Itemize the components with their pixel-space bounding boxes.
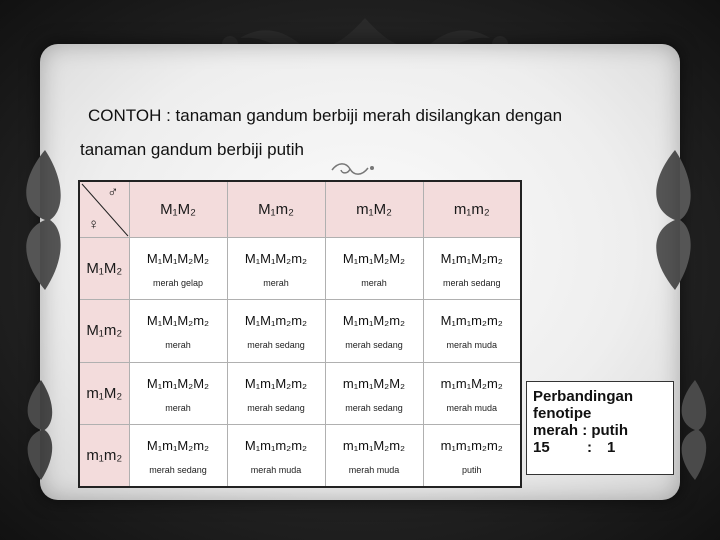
genotype: M₁m₁M₂m₂ bbox=[342, 313, 406, 329]
genotype: M₁m₁M₂m₂ bbox=[146, 438, 210, 454]
phenotype: merah sedang bbox=[442, 278, 501, 289]
phenotype: putih bbox=[461, 465, 482, 476]
row-header: M₁m₂ bbox=[79, 300, 129, 362]
ratio-subtitle: fenotipe bbox=[533, 405, 592, 422]
ratio-labels: merah : putih bbox=[533, 422, 629, 439]
genotype: m₁m₁m₂m₂ bbox=[440, 438, 503, 454]
phenotype: merah sedang bbox=[247, 340, 305, 351]
punnett-cell bbox=[325, 300, 423, 362]
left-lower-ornament bbox=[6, 380, 76, 480]
phenotype: merah sedang bbox=[149, 465, 207, 476]
row-header: m₁M₂ bbox=[79, 362, 129, 424]
phenotype: merah muda bbox=[250, 465, 302, 476]
genotype: M₁m₁M₂m₂ bbox=[244, 375, 308, 391]
ratio-box bbox=[526, 381, 674, 475]
punnett-cell bbox=[129, 362, 227, 424]
genotype: M₁M₁m₂m₂ bbox=[244, 313, 308, 329]
phenotype: merah muda bbox=[446, 402, 498, 413]
phenotype: merah sedang bbox=[345, 402, 403, 413]
genotype: M₁m₁M₂m₂ bbox=[440, 251, 503, 267]
column-header: m₁m₂ bbox=[423, 181, 521, 237]
genotype: M₁M₁M₂m₂ bbox=[244, 251, 308, 267]
genotype: M₁m₁m₂m₂ bbox=[244, 438, 308, 454]
slide-heading-line1: CONTOH : tanaman gandum berbiji merah disilangkan dengan bbox=[88, 106, 563, 125]
genotype: M₁m₁m₂m₂ bbox=[440, 313, 503, 329]
phenotype: merah bbox=[263, 278, 289, 289]
punnett-cell bbox=[227, 237, 325, 299]
row-header: m₁m₂ bbox=[79, 425, 129, 487]
ratio-right-value: 1 bbox=[607, 439, 616, 456]
punnett-cell bbox=[227, 300, 325, 362]
divider-ornament bbox=[328, 158, 378, 180]
genotype: M₁m₁M₂M₂ bbox=[342, 251, 406, 267]
phenotype: merah bbox=[165, 340, 191, 351]
phenotype: merah bbox=[361, 278, 387, 289]
phenotype: merah sedang bbox=[345, 340, 403, 351]
genotype: m₁m₁M₂m₂ bbox=[440, 375, 503, 391]
punnett-cell bbox=[129, 425, 227, 487]
punnett-row bbox=[79, 425, 521, 487]
ratio-title: Perbandingan bbox=[533, 388, 634, 405]
phenotype: merah bbox=[165, 402, 191, 413]
punnett-corner bbox=[79, 181, 129, 237]
ratio-left-value: 15 bbox=[533, 439, 550, 456]
genotype: M₁M₁M₂M₂ bbox=[146, 251, 210, 267]
column-header: M₁M₂ bbox=[129, 181, 227, 237]
punnett-cell bbox=[227, 362, 325, 424]
slide-heading-line2: tanaman gandum berbiji putih bbox=[80, 140, 304, 159]
punnett-square bbox=[78, 180, 522, 488]
punnett-cell bbox=[423, 362, 521, 424]
punnett-cell bbox=[423, 425, 521, 487]
female-symbol-icon: ♀ bbox=[88, 215, 100, 233]
punnett-row bbox=[79, 362, 521, 424]
punnett-cell bbox=[423, 237, 521, 299]
column-header: m₁M₂ bbox=[325, 181, 423, 237]
punnett-cell bbox=[423, 300, 521, 362]
punnett-cell bbox=[129, 237, 227, 299]
ratio-separator: : bbox=[587, 439, 592, 456]
punnett-cell bbox=[227, 425, 325, 487]
punnett-cell bbox=[325, 425, 423, 487]
punnett-cell bbox=[325, 362, 423, 424]
punnett-cell bbox=[325, 237, 423, 299]
row-header: M₁M₂ bbox=[79, 237, 129, 299]
genotype: m₁m₁M₂m₂ bbox=[342, 438, 406, 454]
genotype: M₁m₁M₂M₂ bbox=[146, 375, 210, 391]
punnett-row bbox=[79, 300, 521, 362]
male-symbol-icon: ♂ bbox=[107, 184, 119, 201]
genotype: m₁m₁M₂M₂ bbox=[342, 375, 406, 391]
column-header: M₁m₂ bbox=[227, 181, 325, 237]
phenotype: merah muda bbox=[446, 340, 498, 351]
ratio-values bbox=[533, 439, 667, 456]
punnett-row bbox=[79, 237, 521, 299]
genotype: M₁M₁M₂m₂ bbox=[146, 313, 210, 329]
phenotype: merah muda bbox=[348, 465, 400, 476]
right-ornament bbox=[640, 150, 710, 290]
phenotype: merah sedang bbox=[247, 402, 305, 413]
phenotype: merah gelap bbox=[152, 278, 204, 289]
punnett-header-row bbox=[79, 181, 521, 237]
punnett-cell bbox=[129, 300, 227, 362]
left-ornament bbox=[10, 150, 80, 290]
